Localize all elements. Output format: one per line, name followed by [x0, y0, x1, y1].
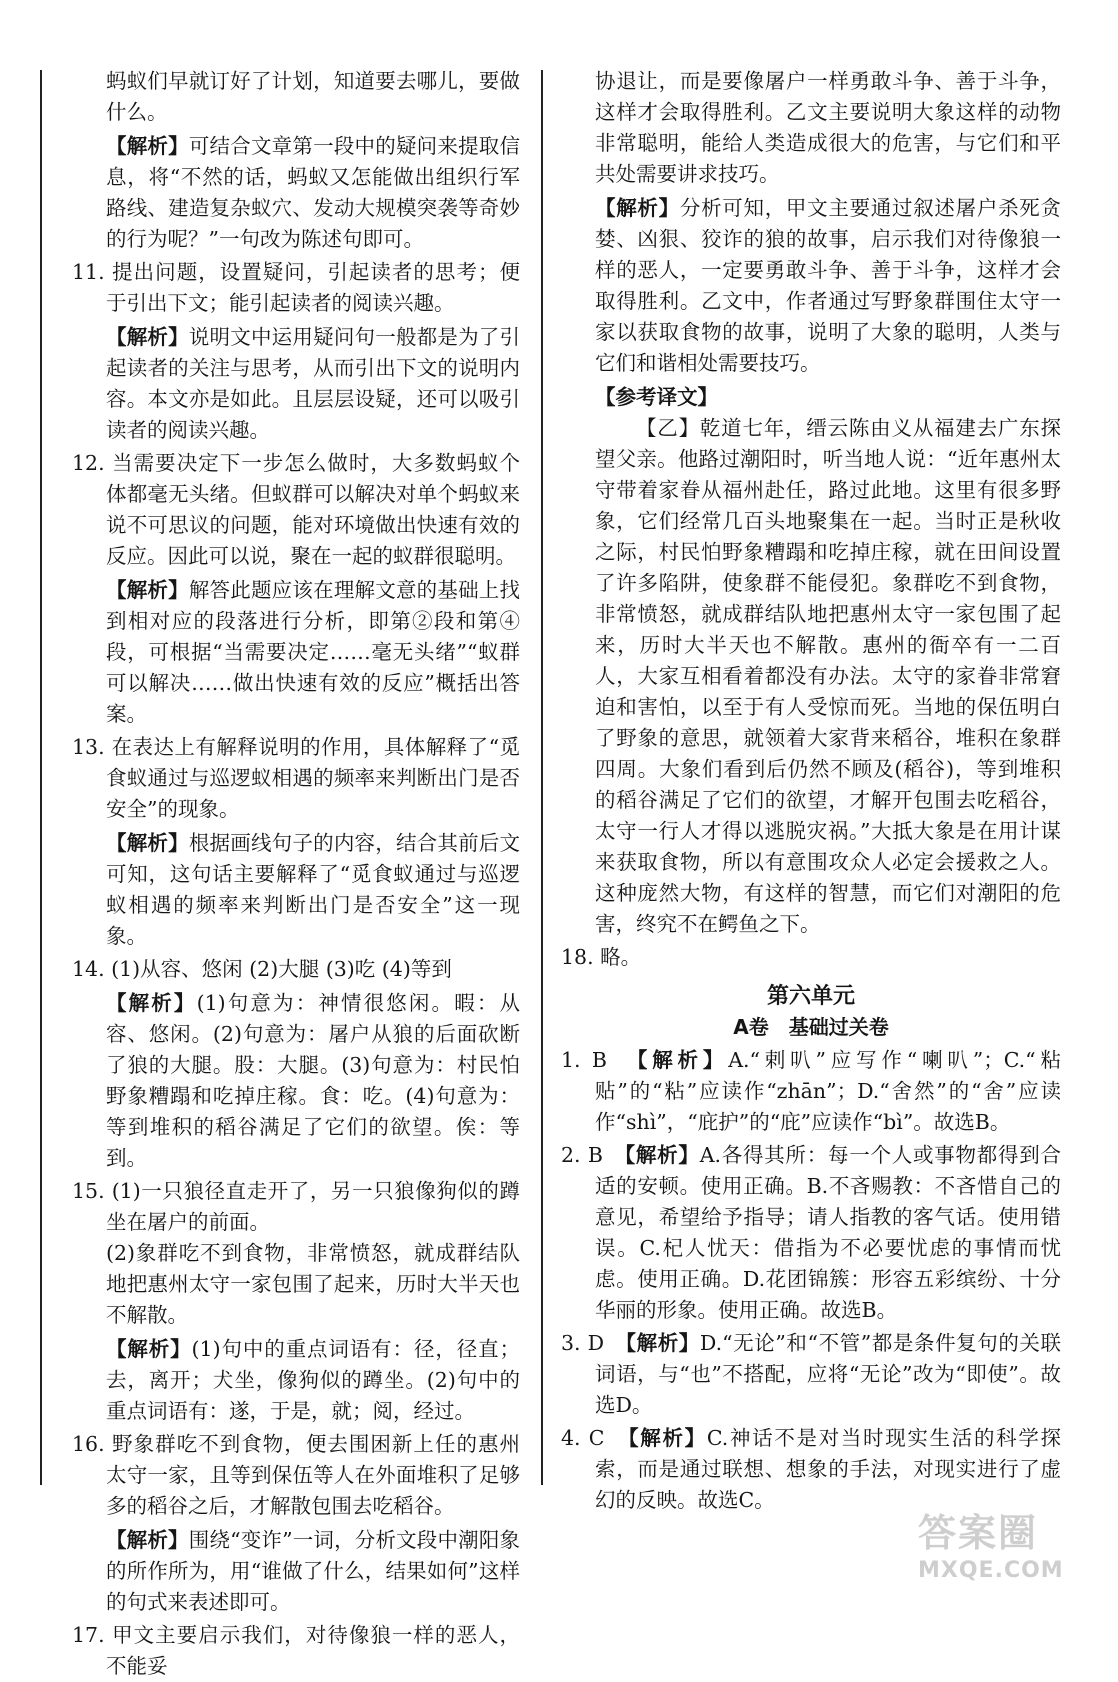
explanation-text: 解答此题应该在理解文意的基础上找到相对应的段落进行分析，即第②段和第④段，可根据“当需要决定……毫无头绪”“蚁群可以解决……做出快速有效的反应”概括出答案。 [106, 578, 521, 726]
explanation-text: 分析可知，甲文主要通过叙述屠户杀死贪婪、凶狠、狡诈的狼的故事，启示我们对待像狼一样的恶人，一定要勇敢斗争、善于斗争，这样才会取得胜利。乙文中，作者通过写野象群围住太守一家以获取食物的故事，说明了大象的聪明，人类与它们和谐相处需要技巧。 [595, 196, 1062, 375]
watermark-logo [918, 1508, 1098, 1592]
explanation-text: 根据画线句子的内容，结合其前后文可知，这句话主要解释了“觅食蚁通过与巡逻蚁相遇的频率来判断出门是否安全”这一现象。 [106, 831, 521, 948]
answer-16: 16. 野象群吃不到食物，便去围困新上任的惠州太守一家，且等到保伍等人在外面堆积了足够多的稻谷之后，才解散包围去吃稻谷。 [72, 1432, 520, 1518]
answer-10-continued: 蚂蚁们早就订好了计划，知道要去哪儿，要做什么。 [106, 69, 520, 124]
explanation-tag: 【解析】 [106, 1528, 189, 1552]
explanation-text: 可结合文章第一段中的疑问来提取信息，将“不然的话，蚂蚁又怎能做出组织行军路线、建造复杂蚁穴、发动大规模突袭等奇妙的行为呢？”一句改为陈述句即可。 [106, 134, 521, 251]
explanation-15 [72, 1334, 520, 1427]
explanation-tag: 【解析】 [106, 1337, 192, 1361]
explanation-tag: 【解析】 [628, 1426, 707, 1450]
explanation-text: 说明文中运用疑问句一般都是为了引起读者的关注与思考，从而引出下文的说明内容。本文亦是如此。且层层设疑，还可以吸引读者的阅读兴趣。 [106, 325, 521, 442]
explanation-16 [72, 1525, 520, 1618]
explanation-text: A.各得其所：每一个人或事物都得到合适的安顿。使用正确。B.不吝赐教：不吝惜自己的意见，希望给予指导；请人指教的客气话。使用错误。C.杞人忧天：借指为不必要忧虑的事情而忧虑。使用正确。D.花团锦簇：形容五彩缤纷、十分华丽的形象。使用正确。故选B。 [595, 1143, 1062, 1322]
explanation-11 [72, 322, 520, 446]
question-answer: 4. C [561, 1426, 605, 1450]
explanation-10 [72, 131, 520, 255]
answer-18: 18. 略。 [561, 945, 642, 969]
column-divider [541, 70, 543, 1485]
explanation-text: 围绕“变诈”一词，分析文段中潮阳象的所作所为，用“谁做了什么，结果如何”这样的句式来表述即可。 [106, 1528, 521, 1614]
explanation-text: D.“无论”和“不管”都是条件复句的关联词语，与“也”不搭配，应将“无论”改为“即使”。故选D。 [595, 1331, 1062, 1417]
answer-15-part-2: (2)象群吃不到食物，非常愤怒，就成群结队地把惠州太守一家包围了起来，历时大半天也不解散。 [106, 1241, 520, 1327]
question-1 [561, 1045, 1061, 1138]
explanation-tag: 【解析】 [106, 325, 189, 349]
explanation-tag: 【解析】 [595, 196, 680, 220]
explanation-text: C.神话不是对当时现实生活的科学探索，而是通过联想、想象的手法，对现实进行了虚幻的反映。故选C。 [595, 1426, 1062, 1512]
question-answer: 3. D [561, 1331, 605, 1355]
question-2 [561, 1140, 1061, 1326]
right-column [561, 66, 1061, 1516]
explanation-tag: 【解析】 [106, 134, 189, 158]
answer-13: 13. 在表达上有解释说明的作用，具体解释了“觅食蚁通过与巡逻蚁相遇的频率来判断出门是否安全”的现象。 [72, 735, 520, 821]
explanation-tag: 【解析】 [106, 991, 197, 1015]
explanation-12 [72, 575, 520, 730]
explanation-tag: 【解析】 [106, 578, 189, 602]
answer-14: 14. (1)从容、悠闲 (2)大腿 (3)吃 (4)等到 [72, 957, 452, 981]
explanation-13 [72, 828, 520, 952]
explanation-tag: 【解析】 [106, 831, 189, 855]
reference-translation: 【乙】乾道七年，缙云陈由义从福建去广东探望父亲。他路过潮阳时，听当地人说：“近年惠州太守带着家眷从福州赴任，路过此地。这里有很多野象，它们经常几百头地聚集在一起。当时正是秋收之际，村民怕野象糟蹋和吃掉庄稼，就在田间设置了许多陷阱，使象群不能侵犯。象群吃不到食物，非常愤怒，就成群结队地把惠州太守一家包围了起来，历时大半天也不解散。惠州的衙卒有一二百人，大家互相看着都没有办法。太守的家眷非常窘迫和害怕，以至于有人受惊而死。当地的保伍明白了野象的意思，就领着大家背来稻谷，堆积在象群四周。大象们看到后仍然不顾及(稻谷)，等到堆积的稻谷满足了它们的欲望，才解开包围去吃稻谷，太守一行人才得以逃脱灾祸。”大抵大象是在用计谋来获取食物，所以有意围攻众人必定会援救之人。这种庞然大物，有这样的智慧，而它们对潮阳的危害，终究不在鳄鱼之下。 [595, 416, 1061, 936]
watermark-url: MXQE.COM [918, 1558, 1064, 1583]
left-column [72, 66, 520, 1682]
explanation-14 [72, 988, 520, 1174]
reference-translation-heading: 【参考译文】 [595, 385, 718, 409]
question-answer: 1. B [561, 1048, 607, 1072]
question-4 [561, 1423, 1061, 1516]
explanation-17 [561, 193, 1061, 379]
answer-17-continued: 协退让，而是要像屠户一样勇敢斗争、善于斗争，这样才会取得胜利。乙文主要说明大象这样的动物非常聪明，能给人类造成很大的危害，与它们和平共处需要讲求技巧。 [595, 69, 1061, 186]
explanation-text: (1)句中的重点词语有：径，径直；去，离开；犬坐，像狗似的蹲坐。(2)句中的重点词语有：遂，于是，就；阅，经过。 [106, 1337, 520, 1423]
left-margin-rule [40, 70, 42, 1485]
answer-11: 11. 提出问题，设置疑问，引起读者的思考；便于引出下文；能引起读者的阅读兴趣。 [72, 260, 520, 315]
answer-17: 17. 甲文主要启示我们，对待像狼一样的恶人，不能妥 [72, 1623, 520, 1678]
explanation-tag: 【解析】 [637, 1048, 729, 1072]
explanation-tag: 【解析】 [624, 1143, 700, 1167]
explanation-tag: 【解析】 [625, 1331, 700, 1355]
answer-15: 15. (1)一只狼径直走开了，另一只狼像狗似的蹲坐在屠户的前面。 [72, 1179, 520, 1234]
question-answer: 2. B [561, 1143, 603, 1167]
section-subtitle: A卷 基础过关卷 [733, 1015, 889, 1039]
explanation-text: A.“剌叭”应写作“喇叭”；C.“粘贴”的“粘”应读作“zhān”；D.“舍然”的“舍”应读作“shì”，“庇护”的“庇”应读作“bì”。故选B。 [595, 1048, 1061, 1134]
watermark-text: 答案圈 [918, 1511, 1039, 1555]
explanation-text: (1)句意为：神情很悠闲。暇：从容、悠闲。(2)句意为：屠户从狼的后面砍断了狼的大腿。股：大腿。(3)句意为：村民怕野象糟蹋和吃掉庄稼。食：吃。(4)句意为：等到堆积的稻谷满足了它们的欲望。俟：等到。 [106, 991, 520, 1170]
section-title: 第六单元 [766, 984, 855, 1009]
question-3 [561, 1328, 1061, 1421]
answer-12: 12. 当需要决定下一步怎么做时，大多数蚂蚁个体都毫无头绪。但蚁群可以解决对单个蚂蚁来说不可思议的问题，能对环境做出快速有效的反应。因此可以说，聚在一起的蚁群很聪明。 [72, 451, 520, 568]
